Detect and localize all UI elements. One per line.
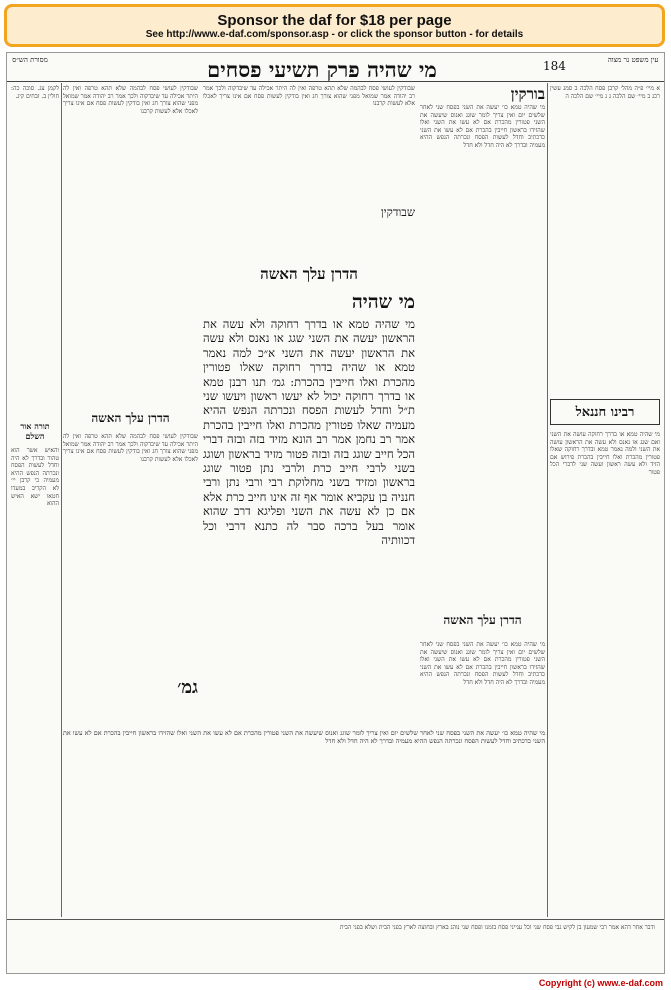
mishnah-opening-block xyxy=(203,291,415,315)
page-title: מי שהיה פרק תשיעי פסחים xyxy=(207,57,437,82)
tosafot-lower-text: שבודקין לעושי פסח לבהמה שלא תהא טרפה ואין לה היתר אכילה עד שיבדקוה ולכך אמר רב יהודה אמר שמואל מפני שהוא צורך חג ואין בודקין לעשות פסח אם אינו צריך לאכלו אלא לעשות קרבנו xyxy=(63,433,198,463)
sponsor-subtitle: See http://www.e-daf.com/sponsor.asp - or click the sponsor button - for details xyxy=(145,29,524,40)
lower-commentary-text: מי שהיה טמא כו׳ יעשה את השני בפסח שני לאחר שלשים יום ואין צריך לומר שוגג ואנוס שיעשה את השני פטורין מהכרת אם לא עשו את השני ואלו שהזידו בראשון חייבין בהכרת אם לא עשו את השני כדכתיב וחדל לעשות הפסח ונכרתה הנפש ההיא מעמיה ובדרך לא היה חדל ולא חדל xyxy=(63,729,545,745)
masoret-header-label: מסורת הש״ס xyxy=(12,56,48,64)
ein-mishpat-text: א מיי׳ פ״ה מהל׳ קרבן פסח הלכה ב סמג עשין רכג ב מיי׳ שם הלכה ג ג מיי׳ שם הלכה ה xyxy=(550,85,660,100)
rabbeinu-chananel-label-box xyxy=(550,399,660,427)
mishnah-opening: מי שהיה xyxy=(351,291,415,313)
tosafot-top-text: שבודקין לעושי פסח לבהמה שלא תהא טרפה ואין לה היתר אכילה עד שיבדקוה ולכך אמר רב יהודה אמר שמואל מפני שהוא צורך חג ואין בודקין לעשות פסח אם אינו צריך לאכלו אלא לעשות קרבנו xyxy=(203,85,415,108)
tosafot-lower-column xyxy=(63,433,198,673)
gemara-top-block xyxy=(203,205,415,265)
ein-mishpat-column xyxy=(550,85,660,395)
tosafot-text: שבודקין לעושי פסח לבהמה שלא תהא טרפה ואין לה היתר אכילה עד שיבדקוה ולכך אמר רב יהודה אמר שמואל מפני שהוא צורך חג ואין בודקין לעשות פסח אם אינו צריך לאכלו אלא לעשות קרבנו xyxy=(63,85,198,115)
rabbeinu-chananel-text: מי שהיה טמא או בדרך רחוקה עושה את השני ואם שגג או נאנס ולא עשה את הראשון עושה את השני ולמה נאמר טמא ובדרך רחוקה שאלו פטורין מהכרת ואלו חייבין בהכרת פירוש אם הזיד ולא עשה ראשון ועשה שני לדברי הכל פטור xyxy=(550,431,660,476)
ein-mishpat-header-label: עין משפט נר מצוה xyxy=(607,56,659,64)
copyright-notice: Copyright (c) www.e-daf.com xyxy=(538,978,663,988)
rabbeinu-chananel-column xyxy=(550,431,660,916)
footer-notes-text: ודבר אחר דהא אמר רבי שמעון בן לקיש גבי פסח שני וכל ענייני פסח בזמנו ופסח שני נוהג בארץ ובחוצה לארץ בפני הבית ושלא בפני הבית xyxy=(339,924,655,931)
torah-or-label xyxy=(11,421,59,445)
torah-or-column xyxy=(11,447,59,647)
page-header xyxy=(7,53,664,82)
right-margin-rule xyxy=(547,83,548,917)
talmud-page xyxy=(6,52,665,974)
chapter-end-rashi: הדרן עלך האשה xyxy=(443,613,522,627)
chapter-end-tosafot: הדרן עלך האשה xyxy=(91,411,170,425)
gemara-main-block xyxy=(203,317,415,727)
lower-commentary-block xyxy=(63,729,545,915)
rashi-column xyxy=(420,85,545,605)
left-margin-rule xyxy=(61,83,62,917)
tosafot-top-block xyxy=(203,85,415,205)
masoret-text: לקמן צג. סוכה כה: חולין ב. זבחים קיג. xyxy=(11,85,59,100)
tosafot-chapter-end xyxy=(63,411,198,431)
rashi-heading: בורקין xyxy=(510,85,545,103)
torah-or-text: והאיש אשר הוא טהור ובדרך לא היה וחדל לעשות הפסח ונכרתה הנפש ההיא מעמיה כי קרבן יי׳ לא הקריב במעדו חטאו ישא האיש ההוא xyxy=(11,447,59,508)
rashi-lower-text: מי שהיה טמא כו׳ יעשה את השני בפסח שני לאחר שלשים יום ואין צריך לומר שוגג ואנוס שיעשה את השני פטורין מהכרת אם לא עשו את השני ואלו שהזידו בראשון חייבין בהכרת אם לא עשו את השני כדכתיב וחדל לעשות הפסח ונכרתה הנפש ההיא מעמיה ובדרך לא היה חדל ולא חדל xyxy=(420,641,545,686)
rabbeinu-chananel-heading: רבינו חננאל xyxy=(550,399,660,425)
footer-notes xyxy=(15,924,655,954)
folio-number: 184 xyxy=(543,59,566,73)
rashi-text: מי שהיה טמא כו׳ יעשה את השני בפסח שני לאחר שלשים יום ואין צריך לומר שוגג ואנוס שיעשה את השני פטורין מהכרת אם לא עשו את השני ואלו שהזידו בראשון חייבין בהכרת אם לא עשו את השני כדכתיב וחדל לעשות הפסח ונכרתה הנפש ההיא מעמיה ובדרך לא היה חדל ולא חדל xyxy=(420,104,545,149)
tosafot-column xyxy=(63,85,198,405)
gemara-top-heading: שבודקין xyxy=(380,205,415,219)
sponsor-title[interactable]: Sponsor the daf for $18 per page xyxy=(217,12,452,29)
masoret-hashas-column xyxy=(11,85,59,415)
gemara-main-text: מי שהיה טמא או בדרך רחוקה ולא עשה את הראשון יעשה את השני שגג או נאנס ולא עשה את הראשון יעשה את השני א״כ למה נאמר טמא או שהיה בדרך רחוקה שאלו פטורין מהכרת ואלו חייבין בהכרת: גמ׳ תנו רבנן טמא או בדרך רחוקה יכול לא יעשו ראשון ויעשו שני ת״ל וחדל לעשות הפסח ונכרתה הנפש ההיא מעמיה שאלו פטורין מהכרת ואלו חייבין בהכרת אמר רב נחמן אמר רב הונא מזיד בזה ובזה דברי הכל חייב שוגג בזה ובזה פטור מזיד בראשון ושוגג בשני לרבי חייב כרת ולרבי נתן פטור שוגג בראשון ומזיד בשני מחלוקת רבי ורבי נתן ורבי חנניה בן עקביא אומר אף זה אינו חייב כרת אלא אם כן לא עשה את השני ופליגא דרב שהוא אומר בעל ברכה סבר לה כתנא דרבי וכל דכוותיה xyxy=(203,317,415,548)
gemara-marker: גמ׳ xyxy=(177,677,198,698)
gemara-marker-block xyxy=(63,677,198,713)
chapter-end-block xyxy=(203,265,415,289)
mishnah-end-label xyxy=(420,613,545,637)
chapter-end-main: הדרן עלך האשה xyxy=(260,265,358,283)
torah-or-heading: תורה אור השלם xyxy=(20,421,50,441)
sponsor-banner[interactable] xyxy=(4,4,665,47)
page-footer xyxy=(7,919,664,974)
